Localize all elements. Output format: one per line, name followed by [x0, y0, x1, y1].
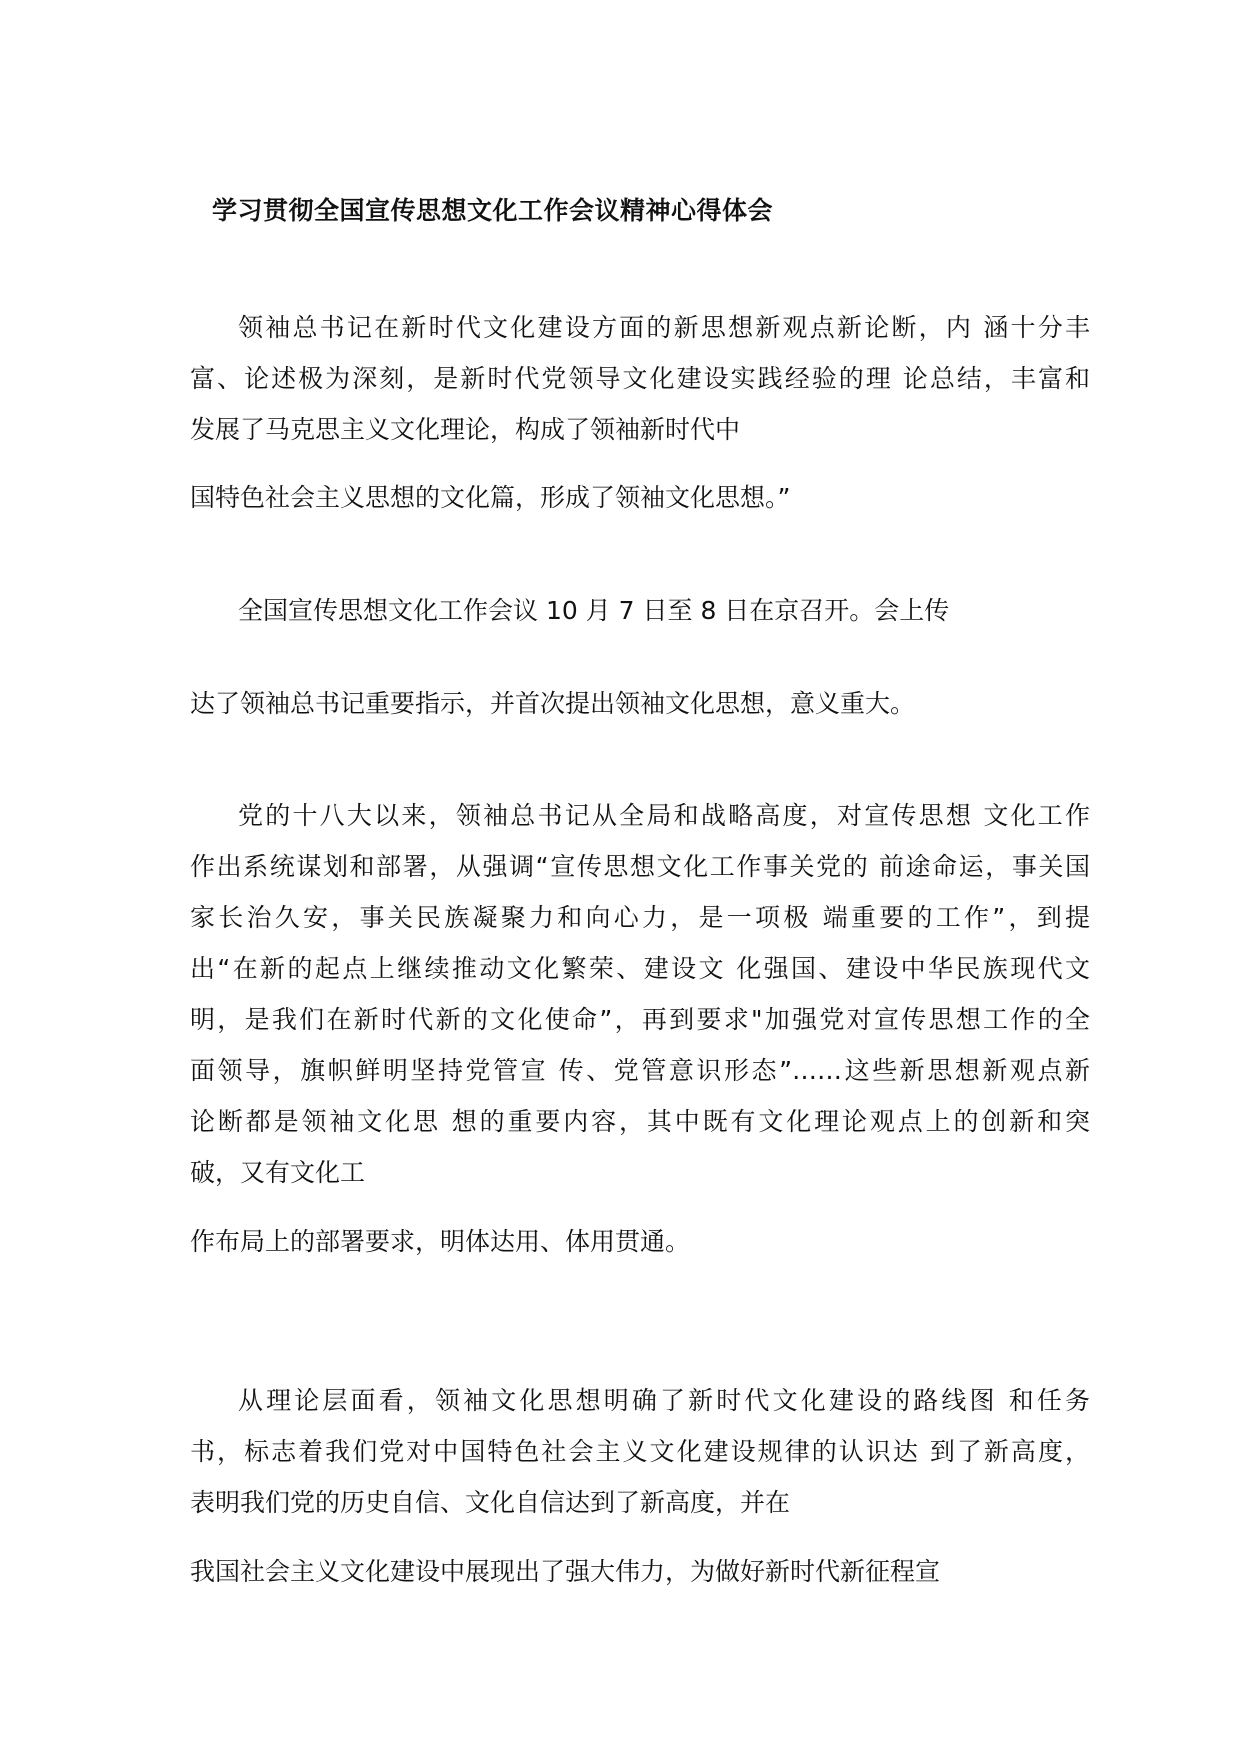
- paragraph-line: 领袖总书记在新时代文化建设方面的新思想新观点新论断，内 涵十分丰: [238, 313, 1090, 342]
- paragraph-line: 破，又有文化工: [190, 1158, 366, 1187]
- paragraph-line: 党的十八大以来，领袖总书记从全局和战略高度，对宣传思想 文化工作: [238, 801, 1090, 830]
- paragraph-line: 家长治久安，事关民族凝聚力和向心力，是一项极 端重要的工作”，到提: [190, 903, 1090, 932]
- paragraph-4: [190, 678, 1090, 729]
- paragraph-line: 全国宣传思想文化工作会议 10 月 7 日至 8 日在京召开。会上传: [238, 596, 950, 625]
- paragraph-line: 表明我们党的历史自信、文化自信达到了新高度，并在: [190, 1488, 791, 1517]
- paragraph-5: [190, 790, 1090, 1198]
- paragraph-1: [190, 302, 1090, 455]
- paragraph-line: 书，标志着我们党对中国特色社会主义文化建设规律的认识达 到了新高度，: [190, 1437, 1090, 1466]
- paragraph-line: 从理论层面看，领袖文化思想明确了新时代文化建设的路线图 和任务: [238, 1386, 1090, 1415]
- paragraph-line: 国特色社会主义思想的文化篇，形成了领袖文化思想。”: [190, 483, 791, 512]
- paragraph-line: 出“在新的起点上继续推动文化繁荣、建设文 化强国、建设中华民族现代文: [190, 954, 1090, 983]
- paragraph-8: [190, 1546, 1090, 1597]
- paragraph-line: 达了领袖总书记重要指示，并首次提出领袖文化思想，意义重大。: [190, 689, 916, 718]
- paragraph-line: 论断都是领袖文化思 想的重要内容，其中既有文化理论观点上的创新和突: [190, 1107, 1090, 1136]
- paragraph-2: [190, 472, 1090, 523]
- paragraph-3: [190, 585, 1090, 636]
- paragraph-line: 富、论述极为深刻，是新时代党领导文化建设实践经验的理 论总结，丰富和: [190, 364, 1090, 393]
- paragraph-line: 明，是我们在新时代新的文化使命”，再到要求"加强党对宣传思想工作的全: [190, 1005, 1090, 1034]
- paragraph-line: 我国社会主义文化建设中展现出了强大伟力，为做好新时代新征程宣: [190, 1557, 941, 1586]
- paragraph-7: [190, 1375, 1090, 1528]
- paragraph-line: 作布局上的部署要求，明体达用、体用贯通。: [190, 1227, 691, 1256]
- paragraph-line: 发展了马克思主义文化理论，构成了领袖新时代中: [190, 415, 741, 444]
- paragraph-line: 面领导，旗帜鲜明坚持党管宣 传、党管意识形态”……这些新思想新观点新: [190, 1056, 1090, 1085]
- document-title: 学习贯彻全国宣传思想文化工作会议精神心得体会: [212, 196, 774, 225]
- paragraph-6: [190, 1216, 1090, 1267]
- paragraph-line: 作出系统谋划和部署，从强调“宣传思想文化工作事关党的 前途命运，事关国: [190, 852, 1090, 881]
